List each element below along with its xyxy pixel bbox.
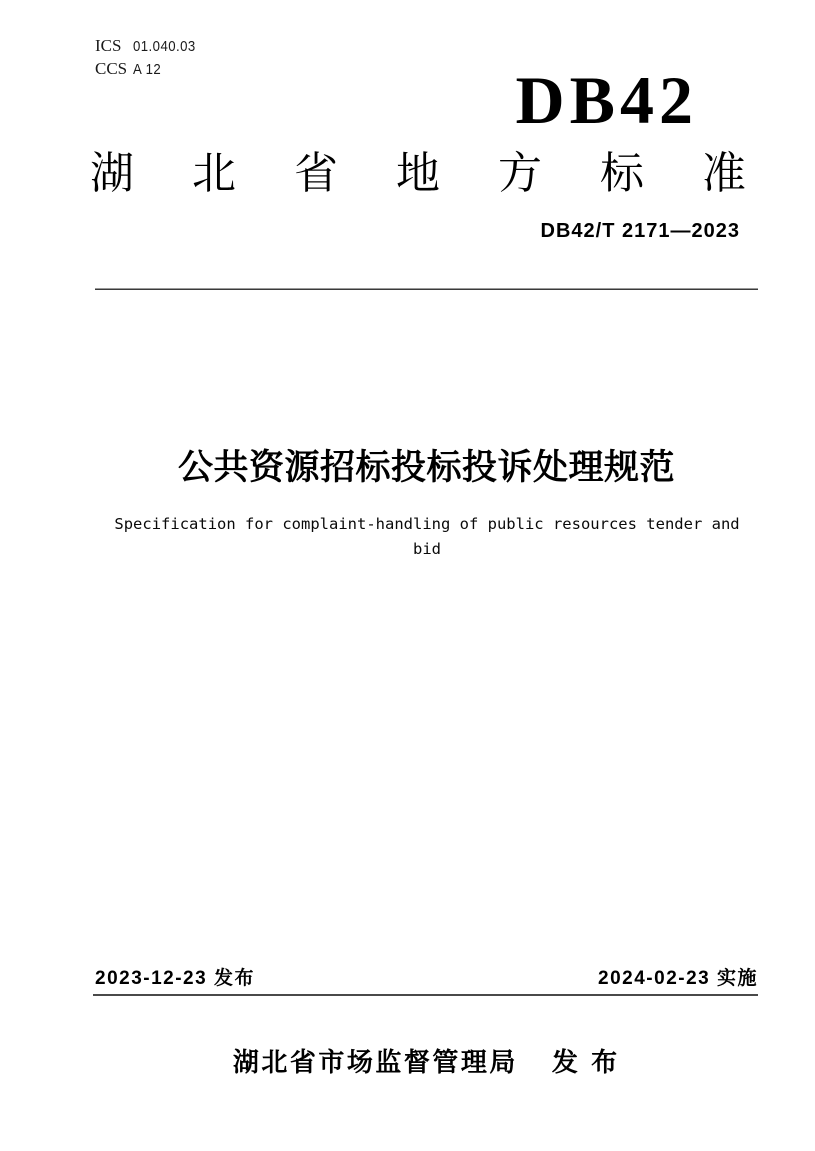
date-row bbox=[95, 963, 758, 990]
standard-type-char: 北 bbox=[192, 149, 236, 198]
document-title-chinese: 公共资源招标投标投诉处理规范 bbox=[177, 448, 675, 487]
issue-date: 2023-12-23 发布 bbox=[95, 968, 255, 989]
header-divider-rule bbox=[95, 288, 758, 290]
ics-value: 01.040.03 bbox=[133, 38, 197, 55]
ccs-code-line bbox=[95, 57, 205, 80]
standard-type-char: 省 bbox=[294, 149, 338, 198]
db42-logo: DB42 bbox=[515, 62, 698, 138]
standard-type-char: 地 bbox=[396, 149, 440, 198]
standard-type-heading bbox=[90, 150, 746, 198]
classification-codes bbox=[95, 34, 205, 80]
standard-type-char: 准 bbox=[702, 149, 746, 198]
standard-type-char: 湖 bbox=[90, 149, 134, 198]
publisher-organization: 湖北省市场监督管理局 bbox=[232, 1047, 518, 1077]
ccs-value: A 12 bbox=[133, 61, 162, 78]
publisher-line bbox=[95, 1042, 758, 1079]
footer-divider-rule bbox=[93, 994, 758, 996]
ccs-label: CCS bbox=[95, 59, 128, 78]
standard-type-char: 方 bbox=[498, 149, 542, 198]
standard-number: DB42/T 2171—2023 bbox=[540, 220, 740, 242]
ics-label: ICS bbox=[95, 36, 122, 55]
implementation-date: 2024-02-23 实施 bbox=[598, 968, 758, 989]
publisher-action-label: 发 布 bbox=[551, 1047, 621, 1077]
ics-code-line bbox=[95, 34, 205, 57]
standard-type-char: 标 bbox=[600, 149, 644, 198]
document-title-english: Specification for complaint-handling of public resources tender and bid bbox=[114, 515, 740, 558]
